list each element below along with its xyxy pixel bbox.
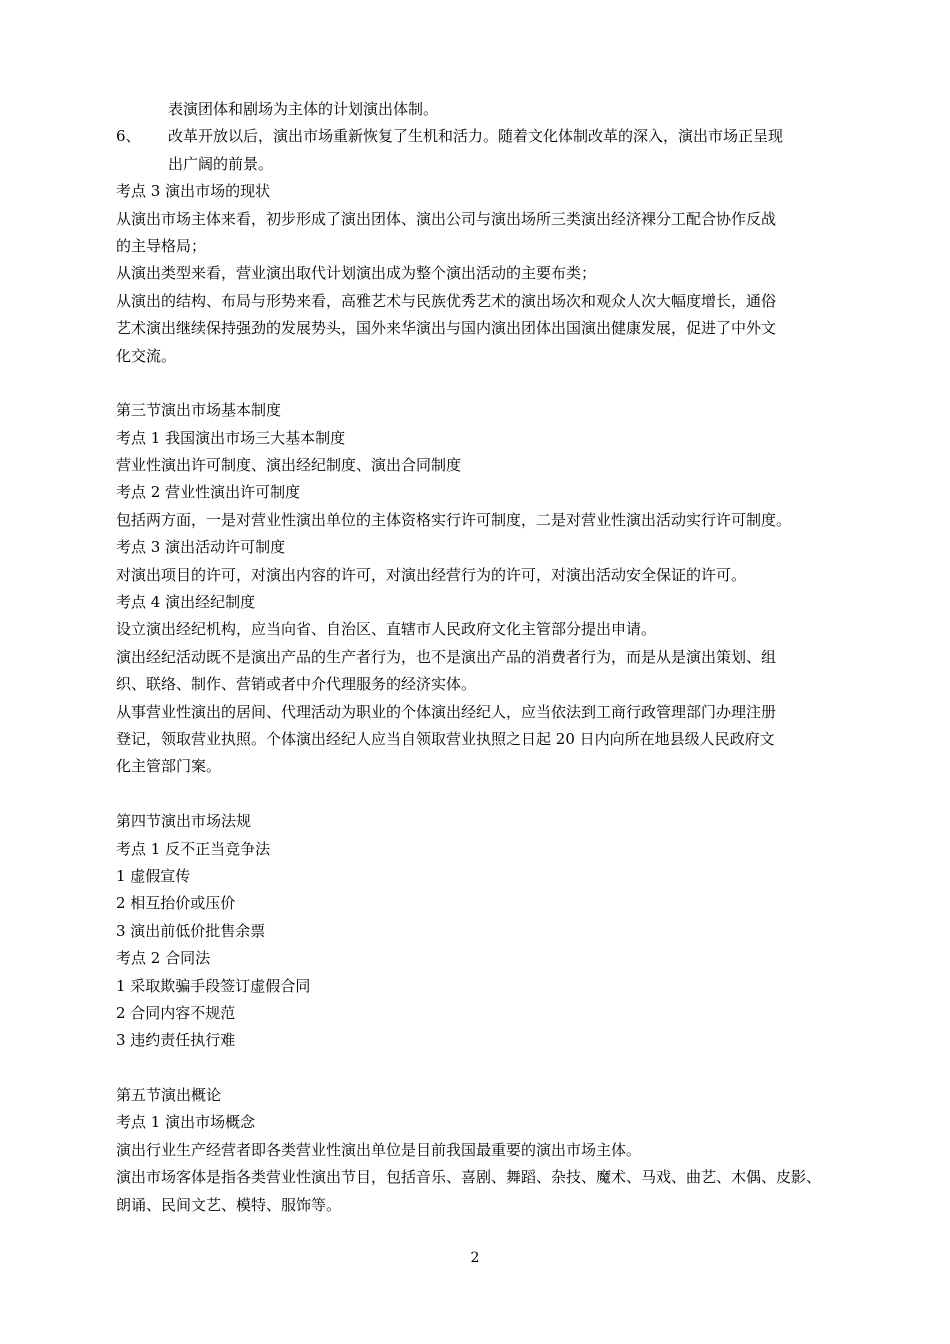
text-line: 表演团体和剧场为主体的计划演出体制。 <box>168 100 439 118</box>
text-line: 朗诵、民间文艺、模特、服饰等。 <box>116 1195 342 1214</box>
text-line: 登记，领取营业执照。个体演出经纪人应当自领取营业执照之日起 20 日内向所在地县级人民政府文 <box>116 729 775 748</box>
section-heading: 考点 1 演出市场概念 <box>116 1113 256 1132</box>
document-body <box>116 96 838 1219</box>
text-line: 设立演出经纪机构，应当向省、自治区、直辖市人民政府文化主管部分提出申请。 <box>116 620 657 639</box>
text-line: 艺术演出继续保持强劲的发展势头，国外来华演出与国内演出团体出国演出健康发展，促进了中外文 <box>116 319 777 338</box>
text-line: 从事营业性演出的居间、代理活动为职业的个体演出经纪人，应当依法到工商行政管理部门办理注册 <box>116 702 777 721</box>
text-line: 包括两方面，一是对营业性演出单位的主体资格实行许可制度，二是对营业性演出活动实行许可制度。 <box>116 510 792 529</box>
page-number: 2 <box>470 1250 480 1266</box>
item-number: 6、 <box>116 127 141 146</box>
section-heading: 考点 1 我国演出市场三大基本制度 <box>116 428 346 447</box>
list-item: 2 相互抬价或压价 <box>116 894 236 913</box>
section-heading: 考点 3 演出市场的现状 <box>116 182 271 201</box>
text-line: 化主管部门案。 <box>116 757 222 776</box>
text-line: 从演出市场主体来看，初步形成了演出团体、演出公司与演出场所三类演出经济裸分工配合协作反战 <box>116 209 777 228</box>
list-item: 3 演出前低价批售余票 <box>116 921 266 940</box>
list-item: 1 虚假宣传 <box>116 866 191 885</box>
section-heading: 考点 3 演出活动许可制度 <box>116 538 286 557</box>
text-line: 演出经纪活动既不是演出产品的生产者行为，也不是演出产品的消费者行为，而是从是演出策划、组 <box>116 647 777 666</box>
list-item: 1 采取欺骗手段签订虚假合同 <box>116 976 311 995</box>
blank-line <box>116 781 838 808</box>
list-item: 3 违约责任执行难 <box>116 1031 236 1050</box>
section-heading: 考点 4 演出经纪制度 <box>116 593 256 612</box>
blank-line <box>116 370 838 397</box>
text-line: 营业性演出许可制度、演出经纪制度、演出合同制度 <box>116 456 462 475</box>
item-text: 改革开放以后，演出市场重新恢复了生机和活力。随着文化体制改革的深入，演出市场正呈现 <box>168 127 784 146</box>
text-line: 的主导格局； <box>116 236 207 255</box>
section-heading: 考点 2 营业性演出许可制度 <box>116 483 301 502</box>
text-line: 从演出类型来看，营业演出取代计划演出成为整个演出活动的主要布类； <box>116 264 597 283</box>
text-line: 出广阔的前景。 <box>168 154 274 173</box>
blank-line <box>116 1055 838 1082</box>
chapter-heading: 第四节演出市场法规 <box>116 812 252 831</box>
text-line: 织、联络、制作、营销或者中介代理服务的经济实体。 <box>116 675 477 694</box>
text-line: 化交流。 <box>116 346 177 365</box>
text-line: 演出市场客体是指各类营业性演出节目，包括音乐、喜剧、舞蹈、杂技、魔术、马戏、曲艺、木偶、皮影、 <box>116 1168 822 1187</box>
text-line: 演出行业生产经营者即各类营业性演出单位是目前我国最重要的演出市场主体。 <box>116 1140 642 1159</box>
section-heading: 考点 1 反不正当竞争法 <box>116 839 271 858</box>
section-heading: 考点 2 合同法 <box>116 949 211 968</box>
list-item: 2 合同内容不规范 <box>116 1003 236 1022</box>
text-line: 对演出项目的许可，对演出内容的许可，对演出经营行为的许可，对演出活动安全保证的许可。 <box>116 565 747 584</box>
chapter-heading: 第三节演出市场基本制度 <box>116 401 282 420</box>
text-line: 从演出的结构、布局与形势来看，高雅艺术与民族优秀艺术的演出场次和观众人次大幅度增长，通俗 <box>116 291 777 310</box>
numbered-item-6 <box>116 123 838 150</box>
chapter-heading: 第五节演出概论 <box>116 1086 222 1105</box>
